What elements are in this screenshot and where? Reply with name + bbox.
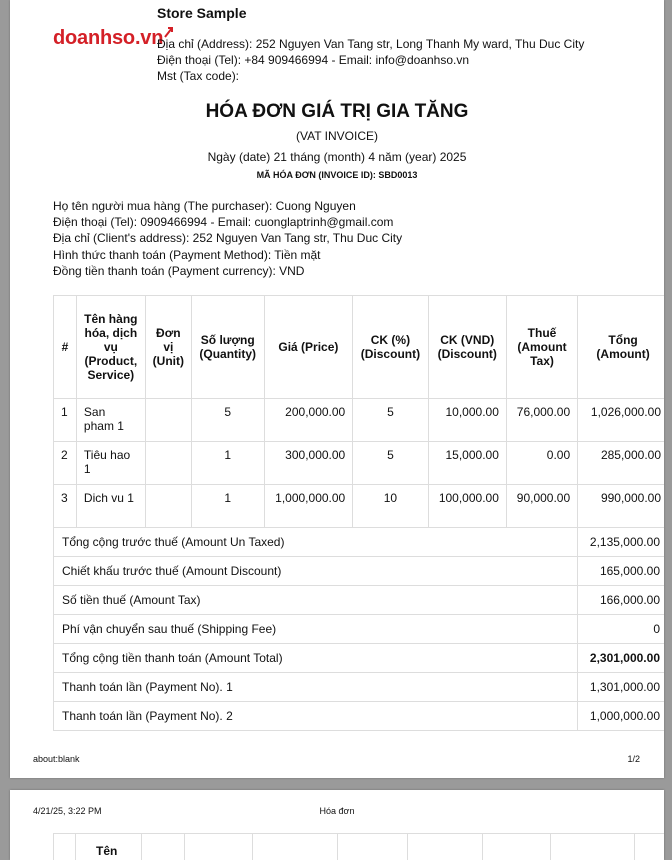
invoice-subtitle: (VAT INVOICE) — [295, 129, 378, 143]
buyer-address: Địa chỉ (Client's address): 252 Nguyen Van Tang str, Thu Duc City — [53, 231, 403, 245]
row-name: Tiêu hao 1 — [76, 442, 145, 485]
header-name: Tên hàng hóa, dịch vụ (Product, Service) — [76, 296, 145, 399]
row-ck-pct: 5 — [353, 442, 428, 485]
summary-value: 1,301,000.00 — [578, 673, 664, 702]
logo-name: doanhso — [53, 27, 135, 49]
invoice-page-1 — [10, 0, 664, 778]
invoice-page-2 — [10, 790, 664, 860]
row-unit — [145, 485, 191, 528]
row-qty: 1 — [191, 442, 264, 485]
row-qty: 5 — [191, 399, 264, 442]
header-amount: Tổng (Amount) — [578, 296, 664, 399]
row-no: 2 — [54, 442, 77, 485]
print-footer-url: about:blank — [33, 754, 80, 764]
table-header-row — [54, 296, 665, 399]
summary-value: 165,000.00 — [578, 557, 664, 586]
store-contact: Điện thoại (Tel): +84 909466994 - Email: info@doanhso.vn — [157, 53, 470, 67]
payment-currency: Đồng tiền thanh toán (Payment currency): VND — [53, 264, 305, 278]
row-name: Dich vu 1 — [76, 485, 145, 528]
row-price: 1,000,000.00 — [264, 485, 353, 528]
summary-label: Tổng cộng tiền thanh toán (Amount Total) — [54, 644, 578, 673]
summary-label: Thanh toán lần (Payment No). 2 — [54, 702, 578, 731]
row-amount: 285,000.00 — [578, 442, 664, 485]
row-ck-vnd: 10,000.00 — [428, 399, 506, 442]
row-ck-vnd: 15,000.00 — [428, 442, 506, 485]
store-name: Store Sample — [157, 5, 247, 21]
invoice-items-table — [53, 295, 664, 731]
row-ck-pct: 5 — [353, 399, 428, 442]
summary-label: Thanh toán lần (Payment No). 1 — [54, 673, 578, 702]
summary-label: Phí vận chuyển sau thuế (Shipping Fee) — [54, 615, 578, 644]
page2-table-fragment — [53, 833, 664, 860]
row-amount: 1,026,000.00 — [578, 399, 664, 442]
header-unit: Đơn vị (Unit) — [145, 296, 191, 399]
header-no: # — [54, 296, 77, 399]
summary-label: Tổng cộng trước thuế (Amount Un Taxed) — [54, 528, 578, 557]
row-tax: 76,000.00 — [506, 399, 577, 442]
row-price: 200,000.00 — [264, 399, 353, 442]
summary-value: 1,000,000.00 — [578, 702, 664, 731]
logo-tld: .vn — [134, 27, 164, 49]
summary-row — [54, 673, 665, 702]
print-header-timestamp: 4/21/25, 3:22 PM — [33, 806, 102, 816]
invoice-id: MÃ HÓA ĐƠN (INVOICE ID): SBD0013 — [256, 170, 418, 180]
summary-row-total — [54, 644, 665, 673]
summary-row — [54, 557, 665, 586]
print-footer-page: 1/2 — [627, 754, 640, 764]
table-row — [54, 485, 665, 528]
header-ck-vnd: CK (VND) (Discount) — [428, 296, 506, 399]
summary-row — [54, 615, 665, 644]
buyer-name: Họ tên người mua hàng (The purchaser): Cuong Nguyen — [53, 199, 356, 213]
row-no: 1 — [54, 399, 77, 442]
row-ck-pct: 10 — [353, 485, 428, 528]
header-ck-pct: CK (%) (Discount) — [353, 296, 428, 399]
row-unit — [145, 442, 191, 485]
table-row — [54, 399, 665, 442]
summary-row — [54, 586, 665, 615]
row-tax: 90,000.00 — [506, 485, 577, 528]
header-price: Giá (Price) — [264, 296, 353, 399]
summary-row — [54, 528, 665, 557]
print-header-title: Hóa đơn — [319, 806, 355, 816]
summary-row — [54, 702, 665, 731]
header-qty: Số lượng (Quantity) — [191, 296, 264, 399]
summary-value: 166,000.00 — [578, 586, 664, 615]
row-qty: 1 — [191, 485, 264, 528]
table-row — [54, 442, 665, 485]
summary-value: 2,135,000.00 — [578, 528, 664, 557]
page2-header-name: Tên — [96, 844, 118, 858]
invoice-date: Ngày (date) 21 tháng (month) 4 năm (year) 2025 — [207, 150, 467, 164]
row-no: 3 — [54, 485, 77, 528]
summary-value-total: 2,301,000.00 — [578, 644, 664, 673]
store-tax-code: Mst (Tax code): — [157, 69, 240, 83]
buyer-contact: Điện thoại (Tel): 0909466994 - Email: cuonglaptrinh@gmail.com — [53, 215, 394, 229]
payment-method: Hình thức thanh toán (Payment Method): Tiền mặt — [53, 248, 321, 262]
row-price: 300,000.00 — [264, 442, 353, 485]
invoice-title: HÓA ĐƠN GIÁ TRỊ GIA TĂNG — [205, 101, 469, 122]
summary-value: 0 — [578, 615, 664, 644]
header-tax: Thuế (Amount Tax) — [506, 296, 577, 399]
row-name: San pham 1 — [76, 399, 145, 442]
row-ck-vnd: 100,000.00 — [428, 485, 506, 528]
store-address: Địa chỉ (Address): 252 Nguyen Van Tang str, Long Thanh My ward, Thu Duc City — [157, 37, 585, 51]
summary-label: Chiết khấu trước thuế (Amount Discount) — [54, 557, 578, 586]
row-unit — [145, 399, 191, 442]
row-tax: 0.00 — [506, 442, 577, 485]
summary-label: Số tiền thuế (Amount Tax) — [54, 586, 578, 615]
row-amount: 990,000.00 — [578, 485, 664, 528]
